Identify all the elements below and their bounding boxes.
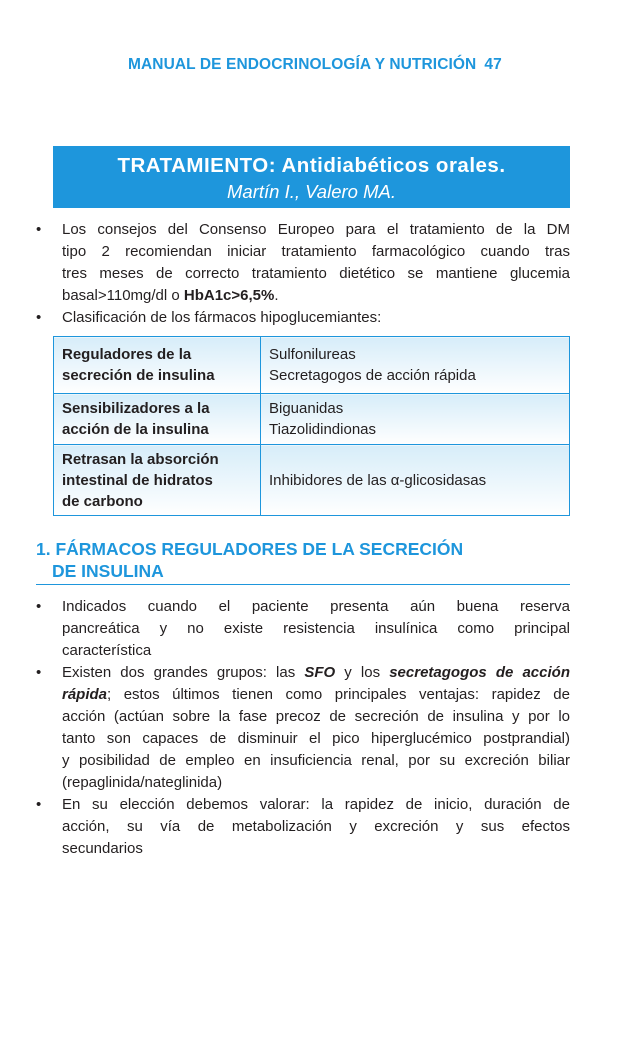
text-line: Indicados cuando el paciente presenta aún buena reserva [62,598,570,615]
intro-bullet-1 [36,219,570,307]
bullet-marker: • [36,598,42,615]
text-line: y posibilidad de empleo en insuficiencia renal, por su excreción biliar [62,752,570,769]
text-line: Clasificación de los fármacos hipoglucemiantes: [62,309,382,326]
cell-line: acción de la insulina [62,421,209,438]
table-row [54,394,570,445]
body-bullet-1 [36,596,570,662]
text-line: secundarios [62,840,143,857]
text-line: acción (actúan sobre la fase precoz de secreción de insulina y por lo [62,708,570,725]
page-number: 47 [484,56,502,73]
header-title: MANUAL DE ENDOCRINOLOGÍA Y NUTRICIÓN [128,56,477,73]
hba1c-threshold: HbA1c>6,5% [183,287,275,304]
text-line: tipo 2 recomiendan iniciar tratamiento farmacológico cuando tras [62,243,570,260]
body-bullet-3 [36,794,570,860]
chapter-banner [53,146,570,208]
text-line: acción, su vía de metabolización y excreción y sus efectos [62,818,570,835]
table-cell-category [54,337,261,394]
intro-bullet-2 [36,307,570,329]
text-line [62,285,570,307]
bullet-marker: • [36,664,42,681]
running-header [128,56,568,74]
section-heading [36,538,570,585]
text-line: (repaglinida/nateglinida) [62,774,223,791]
section-heading-line-2: DE INSULINA [52,561,164,581]
section-heading-line-1: 1. FÁRMACOS REGULADORES DE LA SECRECIÓN [36,539,464,559]
secretagogos-term: secretagogos de acción [389,664,570,681]
text-line [62,684,570,706]
cell-line: intestinal de hidratos [62,471,213,489]
chapter-authors: Martín I., Valero MA. [227,181,396,202]
sfo-term: SFO [304,664,336,681]
bullet-marker: • [36,309,42,326]
table-cell-category [54,445,261,516]
text-span: basal>110mg/dl o [62,287,184,304]
text-line: característica [62,642,152,659]
table-row [54,337,570,394]
table-row [54,445,570,516]
text-span: y los [335,664,390,681]
classification-table [53,336,570,516]
cell-line: Inhibidores de las α-glicosidasas [269,471,487,489]
body-bullet-2 [36,662,570,794]
bullet-marker: • [36,221,42,238]
table-cell-drugs [261,394,570,445]
cell-line: secreción de insulina [62,367,215,384]
cell-line: Retrasan la absorción [62,450,219,468]
chapter-title: TRATAMIENTO: Antidiabéticos orales. [117,154,506,177]
text-line: Los consejos del Consenso Europeo para el tratamiento de la DM [62,221,570,238]
cell-line: de carbono [62,492,143,510]
cell-line: Sensibilizadores a la [62,400,210,417]
text-line: En su elección debemos valorar: la rapidez de inicio, duración de [62,796,570,813]
cell-line: Tiazolidindionas [269,421,377,438]
cell-line: Reguladores de la [62,346,192,363]
rapida-term: rápida [62,686,108,703]
text-span: ; estos últimos tienen como principales ventajas: rapidez de [107,686,570,703]
text-line [62,662,570,684]
text-line: tanto son capaces de disminuir el pico hiperglucémico postprandial) [62,730,570,747]
table-cell-drugs [261,337,570,394]
bullet-marker: • [36,796,42,813]
table-cell-drugs [261,445,570,516]
text-span: . [274,287,279,304]
table-cell-category [54,394,261,445]
cell-line: Biguanidas [269,400,344,417]
cell-line: Secretagogos de acción rápida [269,367,476,384]
text-line: pancreática y no existe resistencia insulínica como principal [62,620,570,637]
text-line: tres meses de correcto tratamiento dietético se mantiene glucemia [62,265,570,282]
cell-line: Sulfonilureas [269,346,356,363]
text-span: Existen dos grandes grupos: las [62,664,305,681]
